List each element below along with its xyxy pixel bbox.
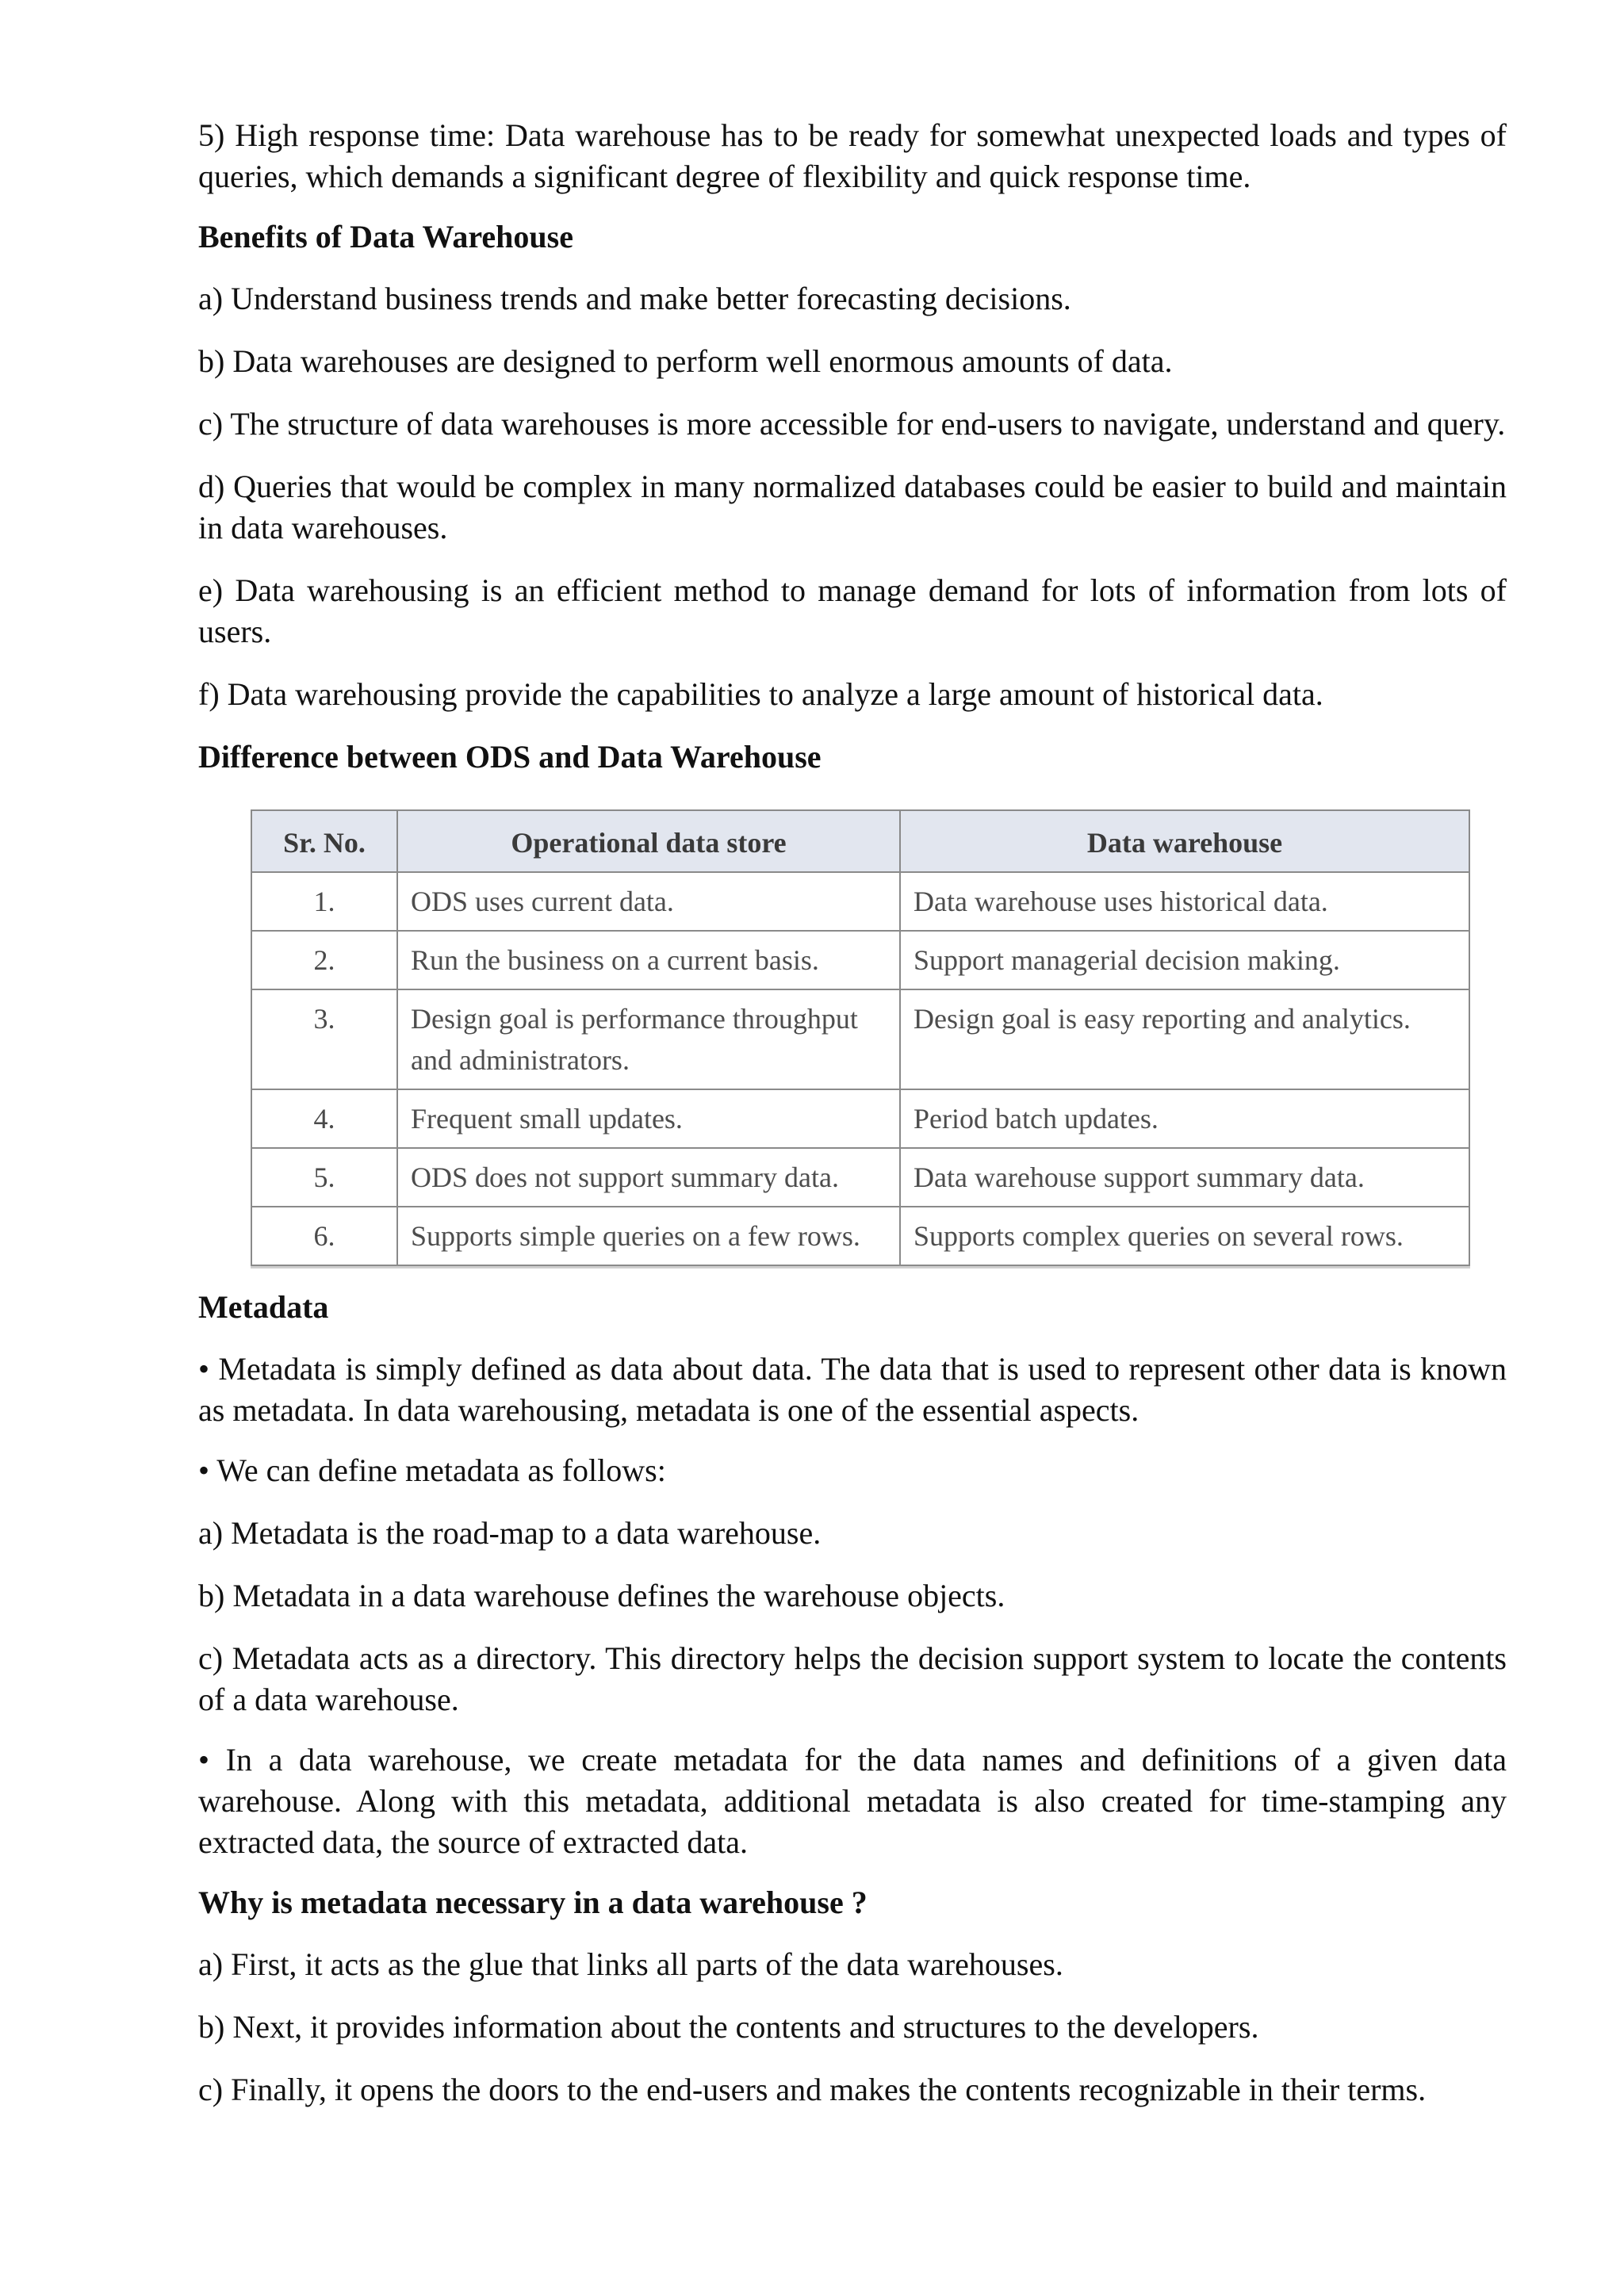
table-row — [251, 1207, 1469, 1265]
benefit-item: a) Understand business trends and make better forecasting decisions. — [198, 281, 1071, 316]
data-warehouse-cell: Supports complex queries on several rows. — [900, 1207, 1469, 1265]
ods-cell: Design goal is performance throughput and administrators. — [397, 989, 900, 1089]
benefit-item: c) The structure of data warehouses is more accessible for end-users to navigate, understand and query. — [198, 406, 1506, 442]
high-response-paragraph: 5) High response time: Data warehouse has to be ready for somewhat unexpected loads and types of queries, which demands a significant degree of flexibility and quick response time. — [198, 117, 1507, 194]
sr-no-cell: 4. — [251, 1089, 397, 1148]
data-warehouse-cell: Data warehouse support summary data. — [900, 1148, 1469, 1207]
document-page — [198, 115, 1507, 2132]
table-row — [251, 1089, 1469, 1148]
sr-no-cell: 5. — [251, 1148, 397, 1207]
data-warehouse-cell: Period batch updates. — [900, 1089, 1469, 1148]
why-metadata-heading: Why is metadata necessary in a data warehouse ? — [198, 1885, 868, 1920]
metadata-heading: Metadata — [198, 1289, 329, 1325]
why-item: b) Next, it provides information about the contents and structures to the developers. — [198, 2009, 1259, 2045]
table-row — [251, 872, 1469, 931]
metadata-creation-paragraph: • In a data warehouse, we create metadata for the data names and definitions of a given data warehouse. Along with this metadata, additional metadata is also created for time-stamping any extracted data, the source of extracted data. — [198, 1742, 1507, 1860]
benefit-item: d) Queries that would be complex in many normalized databases could be easier to build and maintain in data warehouses. — [198, 469, 1507, 545]
metadata-intro-bullet: • We can define metadata as follows: — [198, 1452, 666, 1488]
column-header-ods: Operational data store — [397, 810, 900, 872]
data-warehouse-cell: Data warehouse uses historical data. — [900, 872, 1469, 931]
metadata-item: c) Metadata acts as a directory. This directory helps the decision support system to locate the contents of a data warehouse. — [198, 1640, 1507, 1717]
column-header-sr-no: Sr. No. — [251, 810, 397, 872]
ods-cell: ODS does not support summary data. — [397, 1148, 900, 1207]
data-warehouse-cell: Design goal is easy reporting and analytics. — [900, 989, 1469, 1089]
table-row — [251, 931, 1469, 989]
ods-cell: Frequent small updates. — [397, 1089, 900, 1148]
ods-cell: ODS uses current data. — [397, 872, 900, 931]
benefit-item: b) Data warehouses are designed to perform well enormous amounts of data. — [198, 343, 1173, 379]
metadata-item: a) Metadata is the road-map to a data warehouse. — [198, 1515, 822, 1551]
table-header-row — [251, 810, 1469, 872]
comparison-table — [251, 809, 1470, 1266]
data-warehouse-cell: Support managerial decision making. — [900, 931, 1469, 989]
metadata-item: b) Metadata in a data warehouse defines the warehouse objects. — [198, 1578, 1005, 1613]
sr-no-cell: 1. — [251, 872, 397, 931]
why-item: c) Finally, it opens the doors to the end-users and makes the contents recognizable in their terms. — [198, 2072, 1427, 2107]
difference-heading: Difference between ODS and Data Warehouse — [198, 739, 822, 775]
sr-no-cell: 6. — [251, 1207, 397, 1265]
sr-no-cell: 3. — [251, 989, 397, 1089]
table-row — [251, 1148, 1469, 1207]
ods-cell: Supports simple queries on a few rows. — [397, 1207, 900, 1265]
column-header-data-warehouse: Data warehouse — [900, 810, 1469, 872]
why-item: a) First, it acts as the glue that links all parts of the data warehouses. — [198, 1946, 1063, 1982]
ods-cell: Run the business on a current basis. — [397, 931, 900, 989]
benefits-heading: Benefits of Data Warehouse — [198, 219, 573, 254]
comparison-table-wrapper — [251, 809, 1470, 1266]
metadata-definition-paragraph: • Metadata is simply defined as data about data. The data that is used to represent other data is known as metadata. In data warehousing, metadata is one of the essential aspects. — [198, 1351, 1507, 1428]
table-row — [251, 989, 1469, 1089]
sr-no-cell: 2. — [251, 931, 397, 989]
benefit-item: e) Data warehousing is an efficient method to manage demand for lots of information from lots of users. — [198, 572, 1507, 649]
benefit-item: f) Data warehousing provide the capabilities to analyze a large amount of historical data. — [198, 676, 1323, 712]
